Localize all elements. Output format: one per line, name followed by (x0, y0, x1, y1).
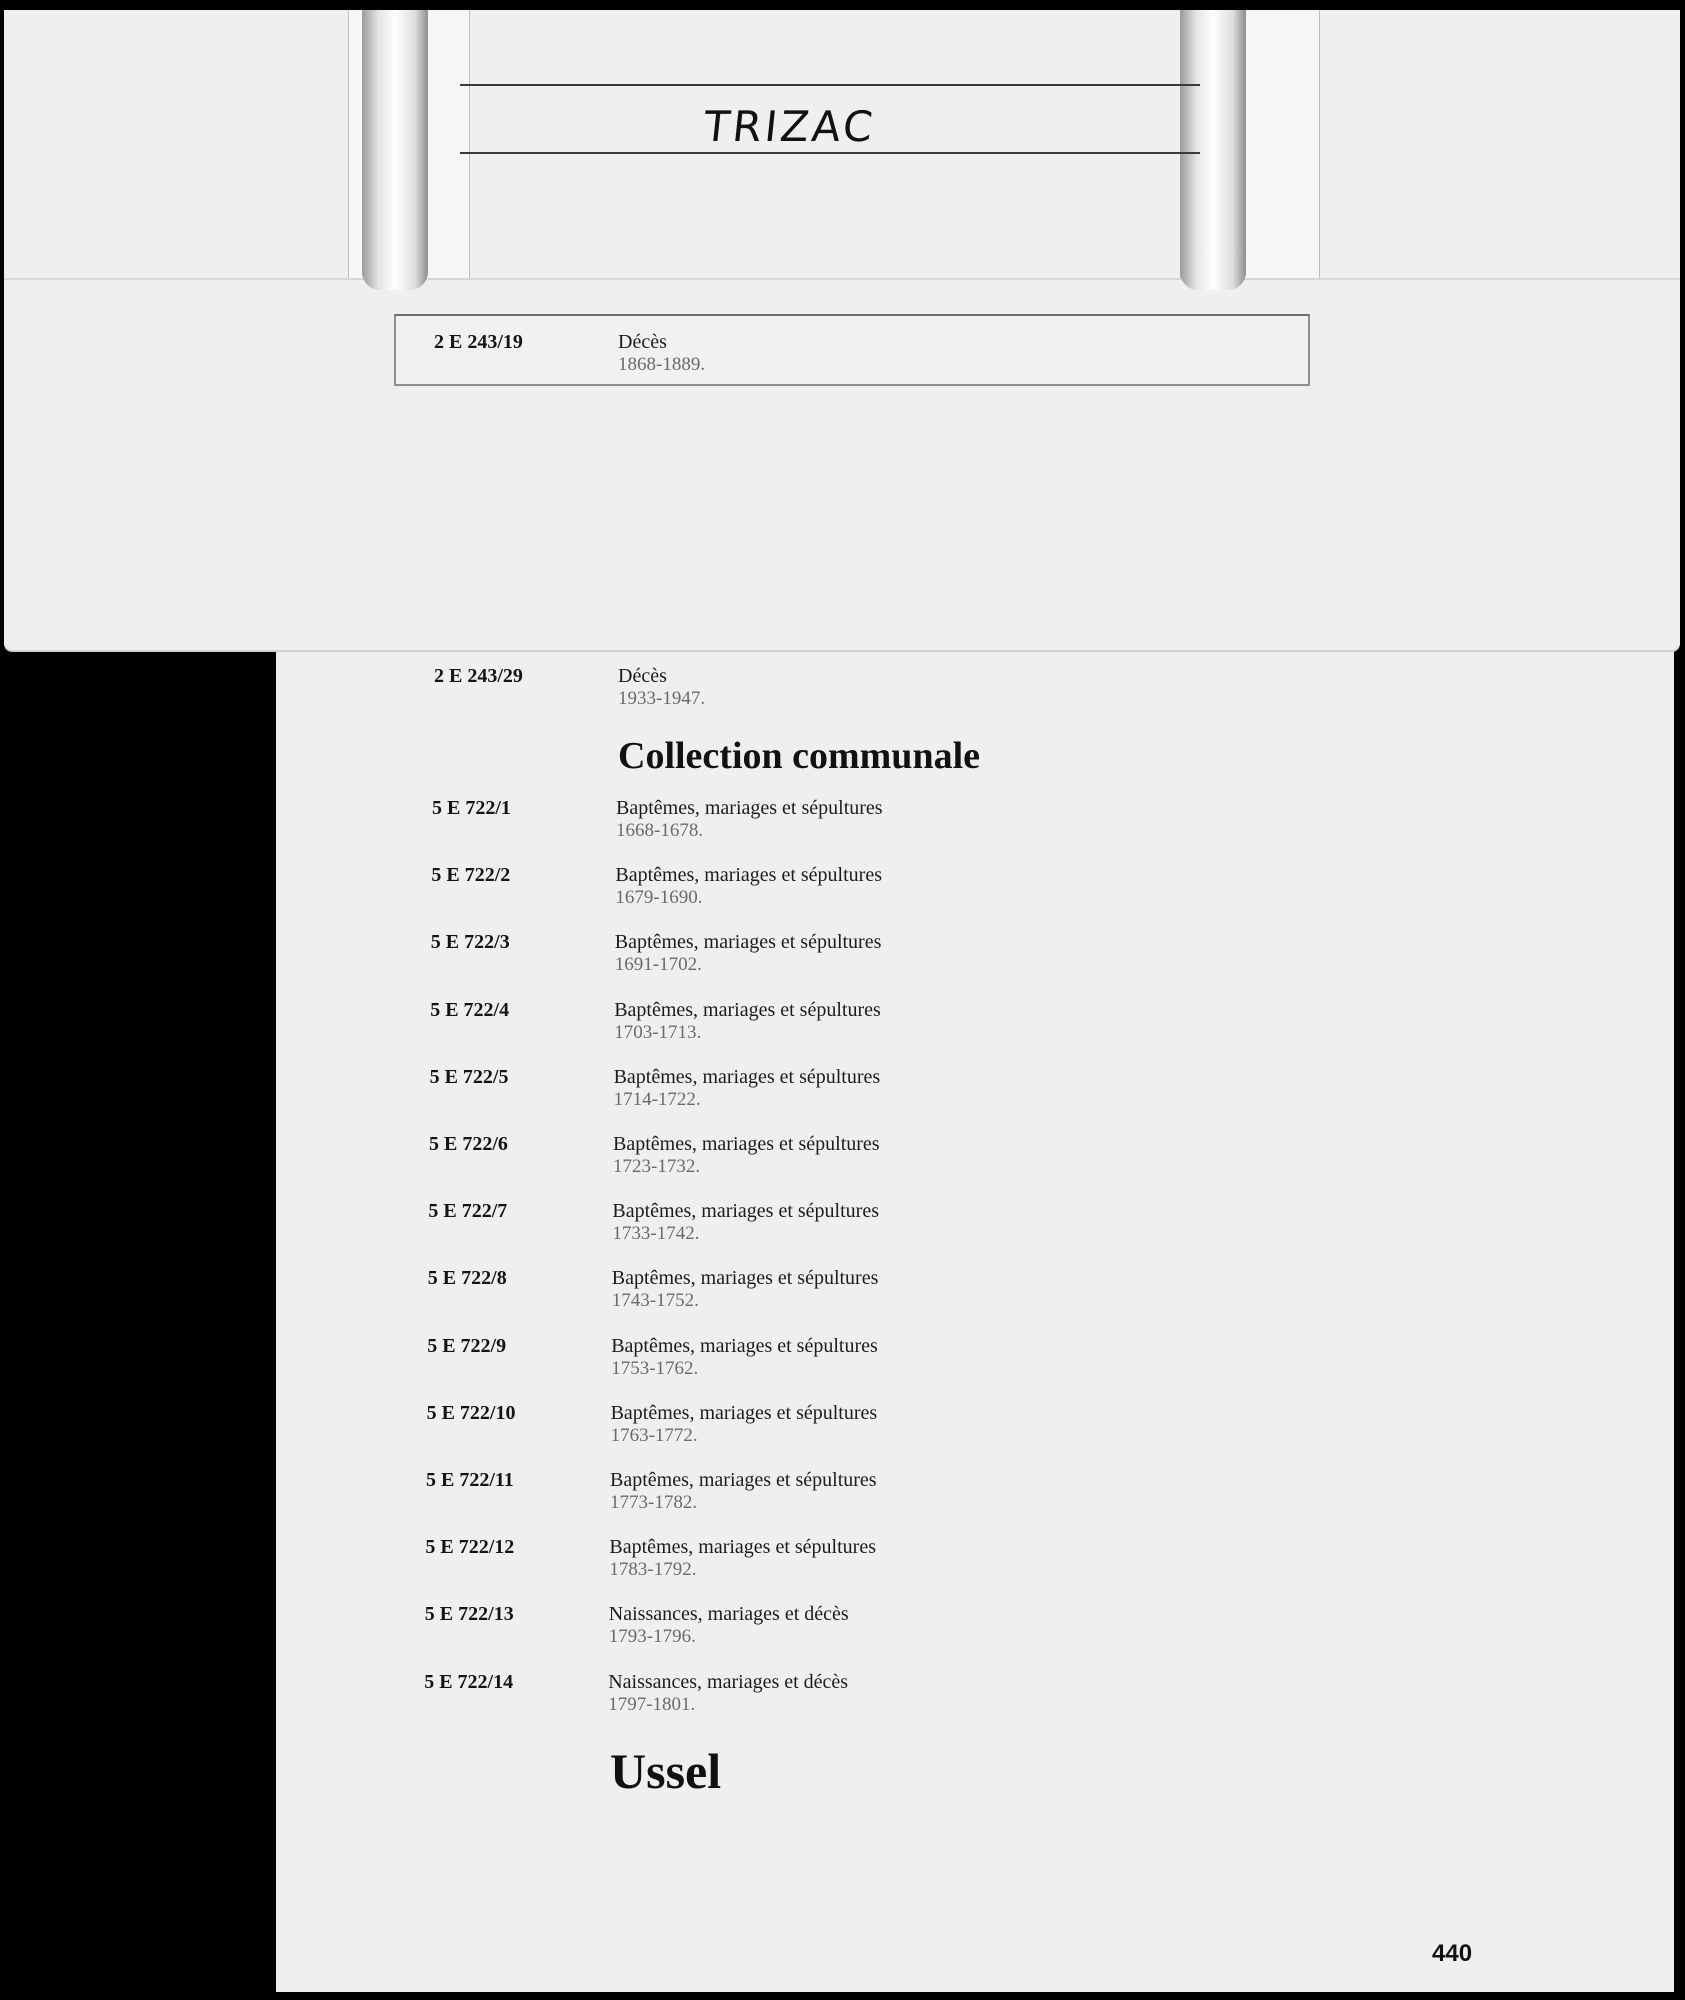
entry-code: 5 E 722/11 (426, 1469, 514, 1491)
entry-code: 5 E 722/13 (424, 1603, 514, 1625)
entry-code: 5 E 722/4 (430, 999, 510, 1021)
entry-dates: 1868-1889. (618, 354, 706, 375)
entry-code: 5 E 722/8 (427, 1267, 507, 1289)
entry-code: 5 E 722/2 (431, 864, 511, 886)
entry-title: Baptêmes, mariages et sépultures (613, 1133, 880, 1155)
entry-dates: 1668-1678. (616, 820, 704, 841)
entry-dates: 1733-1742. (612, 1223, 700, 1244)
entry-dates: 1691-1702. (614, 954, 702, 975)
entry-dates: 1933-1947. (618, 688, 706, 709)
label-rule-top (460, 84, 1200, 86)
entry-title: Baptêmes, mariages et sépultures (611, 1335, 878, 1357)
entry-dates: 1783-1792. (609, 1559, 697, 1580)
section-title-next-commune: Ussel (610, 1743, 722, 1799)
entry-code: 5 E 722/9 (427, 1335, 507, 1357)
entry-title: Baptêmes, mariages et sépultures (614, 931, 882, 953)
entry-title: Baptêmes, mariages et sépultures (614, 999, 881, 1021)
entry-code: 5 E 722/7 (428, 1200, 508, 1222)
entry-title: Baptêmes, mariages et sépultures (610, 1469, 877, 1491)
entry-title: Baptêmes, mariages et sépultures (612, 1200, 879, 1222)
entry-code: 5 E 722/6 (429, 1133, 508, 1155)
entry-title: Baptêmes, mariages et sépultures (613, 1066, 881, 1088)
entry-dates: 1763-1772. (610, 1425, 698, 1446)
entry-dates: 1743-1752. (611, 1290, 699, 1311)
entry-code: 5 E 722/5 (429, 1066, 509, 1088)
entry-title: Décès (618, 665, 667, 687)
label-rule-bottom (460, 152, 1200, 154)
label-paper (4, 10, 1680, 650)
entry-code: 2 E 243/29 (434, 665, 523, 687)
entry-dates: 1679-1690. (615, 887, 703, 908)
entry-title: Baptêmes, mariages et sépultures (610, 1402, 878, 1424)
entry-code: 5 E 722/12 (425, 1536, 515, 1558)
section-title-collection: Collection communale (618, 735, 981, 777)
entry-dates: 1753-1762. (611, 1358, 699, 1379)
entry-title: Baptêmes, mariages et sépultures (609, 1536, 876, 1558)
entry-title: Naissances, mariages et décès (608, 1671, 849, 1693)
entry-dates: 1793-1796. (608, 1626, 696, 1647)
entry-dates: 1703-1713. (614, 1022, 702, 1043)
handwritten-commune-title: TRIZAC (701, 102, 878, 151)
entry-dates: 1797-1801. (608, 1694, 696, 1715)
entry-title: Baptêmes, mariages et sépultures (611, 1267, 879, 1289)
entry-code: 5 E 722/14 (424, 1671, 514, 1693)
page-number: 440 (1432, 1940, 1473, 1967)
entry-dates: 1773-1782. (610, 1492, 698, 1513)
left-tape-roll (362, 10, 428, 290)
entry-code: 5 E 722/1 (432, 797, 511, 819)
entry-code: 2 E 243/19 (434, 331, 523, 353)
entry-code: 5 E 722/3 (430, 931, 510, 953)
entry-title: Baptêmes, mariages et sépultures (615, 864, 882, 886)
entry-title: Décès (618, 331, 667, 353)
entry-dates: 1714-1722. (613, 1089, 701, 1110)
entry-code: 5 E 722/10 (426, 1402, 516, 1424)
entry-title: Baptêmes, mariages et sépultures (616, 797, 883, 819)
entry-title: Naissances, mariages et décès (608, 1603, 849, 1625)
right-tape-roll (1180, 10, 1246, 290)
entry-dates: 1723-1732. (613, 1156, 701, 1177)
